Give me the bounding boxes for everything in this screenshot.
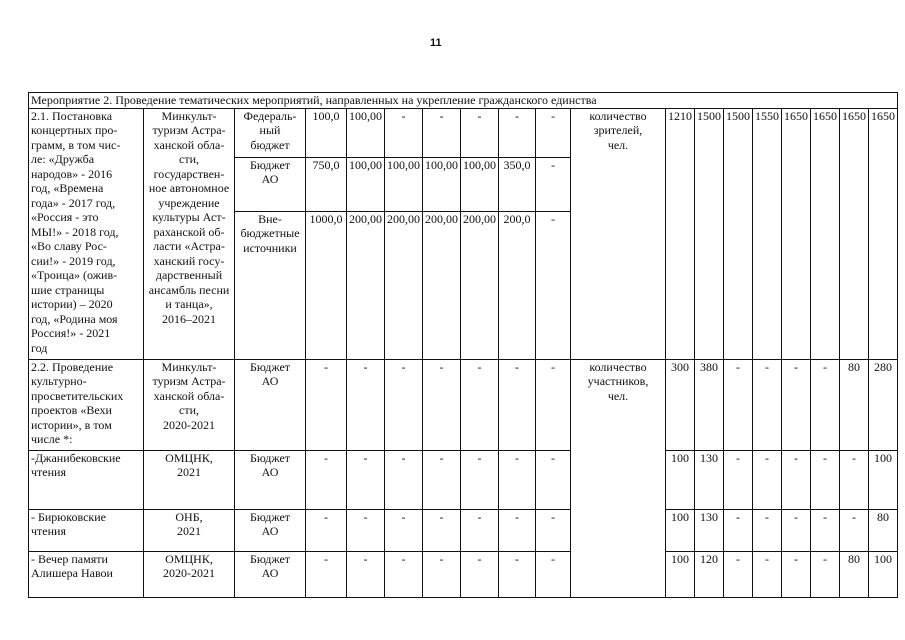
funding-source: Бюджет АО [235,450,306,509]
program-table [28,92,898,598]
funding-value: 100,00 [347,108,385,157]
funding-value: - [385,551,423,597]
funding-value: 100,00 [461,157,499,211]
indicator-value: - [782,450,811,509]
funding-value: - [499,108,536,157]
funding-value: - [385,359,423,450]
funding-source: Бюджет АО [235,509,306,551]
funding-value: - [499,509,536,551]
executor: Минкульт- туризм Астра- ханской обла- сти, 2020-2021 [144,359,235,450]
indicator-value: 1650 [840,108,869,359]
indicator-value: 1650 [782,108,811,359]
funding-value: - [385,509,423,551]
indicator-value: - [753,359,782,450]
activity-name: - Бирюковские чтения [29,509,144,551]
activity-name: - Вечер памяти Алишера Навои [29,551,144,597]
funding-source: Вне- бюджетные источники [235,211,306,359]
indicator-value: 1650 [811,108,840,359]
funding-value: 350,0 [499,157,536,211]
section-header: Мероприятие 2. Проведение тематических мероприятий, направленных на укрепление гражданского единства [29,93,898,109]
funding-value: - [306,551,347,597]
funding-value: 200,00 [461,211,499,359]
funding-value: - [536,211,571,359]
indicator-value: - [724,509,753,551]
funding-value: - [306,509,347,551]
indicator-value: 300 [666,359,695,450]
indicator-value: - [753,509,782,551]
funding-value: 100,00 [423,157,461,211]
indicator-value: 80 [869,509,898,551]
funding-value: - [347,359,385,450]
funding-value: 200,00 [385,211,423,359]
funding-value: - [499,551,536,597]
funding-value: - [347,551,385,597]
indicator-value: - [782,551,811,597]
funding-source: Бюджет АО [235,157,306,211]
funding-value: - [423,450,461,509]
funding-value: 200,0 [499,211,536,359]
executor: ОМЦНК, 2020-2021 [144,551,235,597]
header-row [29,93,898,109]
funding-value: - [461,551,499,597]
indicator-value: 100 [666,551,695,597]
funding-value: - [423,359,461,450]
indicator-value: - [811,509,840,551]
table-row [29,450,898,509]
indicator-value: - [753,551,782,597]
indicator-value: - [811,359,840,450]
page-number: 11 [430,37,442,49]
executor: Минкульт- туризм Астра- ханской обла- сти, государствен- ное автономное учреждение культуры Аст- раханской об- ласти «Астра- ханский госу- дарственный ансамбль песни и танца», 2016–2021 [144,108,235,359]
funding-value: - [306,359,347,450]
funding-value: 100,00 [347,157,385,211]
funding-value: - [423,551,461,597]
funding-value: - [306,450,347,509]
funding-value: - [347,450,385,509]
indicator-value: 100 [869,551,898,597]
funding-value: - [499,450,536,509]
indicator-value: 120 [695,551,724,597]
indicator-value: 130 [695,509,724,551]
funding-source: Бюджет АО [235,359,306,450]
funding-value: - [461,359,499,450]
funding-value: - [385,108,423,157]
indicator-value: - [724,551,753,597]
indicator-value: 100 [666,450,695,509]
indicator-value: 1210 [666,108,695,359]
funding-value: - [536,450,571,509]
indicator-value: - [811,551,840,597]
executor: ОНБ, 2021 [144,509,235,551]
funding-source: Бюджет АО [235,551,306,597]
funding-value: - [536,551,571,597]
funding-value: - [461,450,499,509]
activity-name: 2.1. Постановка концертных про- грамм, в том чис- ле: «Дружба народов» - 2016 год, «Времена года» - 2017 год, «Россия - это МЫ!» - 2018 год, «Во славу Рос- сии!» - 2019 год, «Троица» (ожив- шие страницы истории) – 2020 год, «Родина моя Россия!» - 2021 год [29,108,144,359]
indicator-value: 380 [695,359,724,450]
funding-value: - [423,509,461,551]
funding-value: 100,00 [385,157,423,211]
indicator-value: 100 [869,450,898,509]
indicator-value: - [782,509,811,551]
indicator-value: - [840,509,869,551]
funding-source: Федераль- ный бюджет [235,108,306,157]
funding-value: 200,00 [423,211,461,359]
funding-value: 100,0 [306,108,347,157]
indicator-value: - [782,359,811,450]
funding-value: - [499,359,536,450]
indicator-value: 130 [695,450,724,509]
table-row [29,359,898,450]
funding-value: - [423,108,461,157]
indicator-value: - [724,450,753,509]
table-row [29,509,898,551]
activity-name: 2.2. Проведение культурно- просветительских проектов «Вехи истории», в том числе *: [29,359,144,450]
indicator-value: 80 [840,359,869,450]
funding-value: - [347,509,385,551]
funding-value: - [536,157,571,211]
indicator-value: 1500 [695,108,724,359]
indicator-value: 1550 [753,108,782,359]
funding-value: - [385,450,423,509]
indicator-value: 100 [666,509,695,551]
activity-name: -Джанибековские чтения [29,450,144,509]
indicator-value: - [724,359,753,450]
funding-value: - [461,108,499,157]
indicator-value: - [811,450,840,509]
indicator-value: 280 [869,359,898,450]
indicator-value: - [753,450,782,509]
indicator-value: 1650 [869,108,898,359]
table-row [29,551,898,597]
funding-value: - [461,509,499,551]
funding-value: 200,00 [347,211,385,359]
indicator-value: 1500 [724,108,753,359]
executor: ОМЦНК, 2021 [144,450,235,509]
indicator-value: - [840,450,869,509]
funding-value: - [536,509,571,551]
funding-value: - [536,359,571,450]
funding-value: 1000,0 [306,211,347,359]
indicator: количество участников, чел. [571,359,666,597]
indicator: количество зрителей, чел. [571,108,666,359]
funding-value: - [536,108,571,157]
indicator-value: 80 [840,551,869,597]
table-row [29,108,898,157]
funding-value: 750,0 [306,157,347,211]
